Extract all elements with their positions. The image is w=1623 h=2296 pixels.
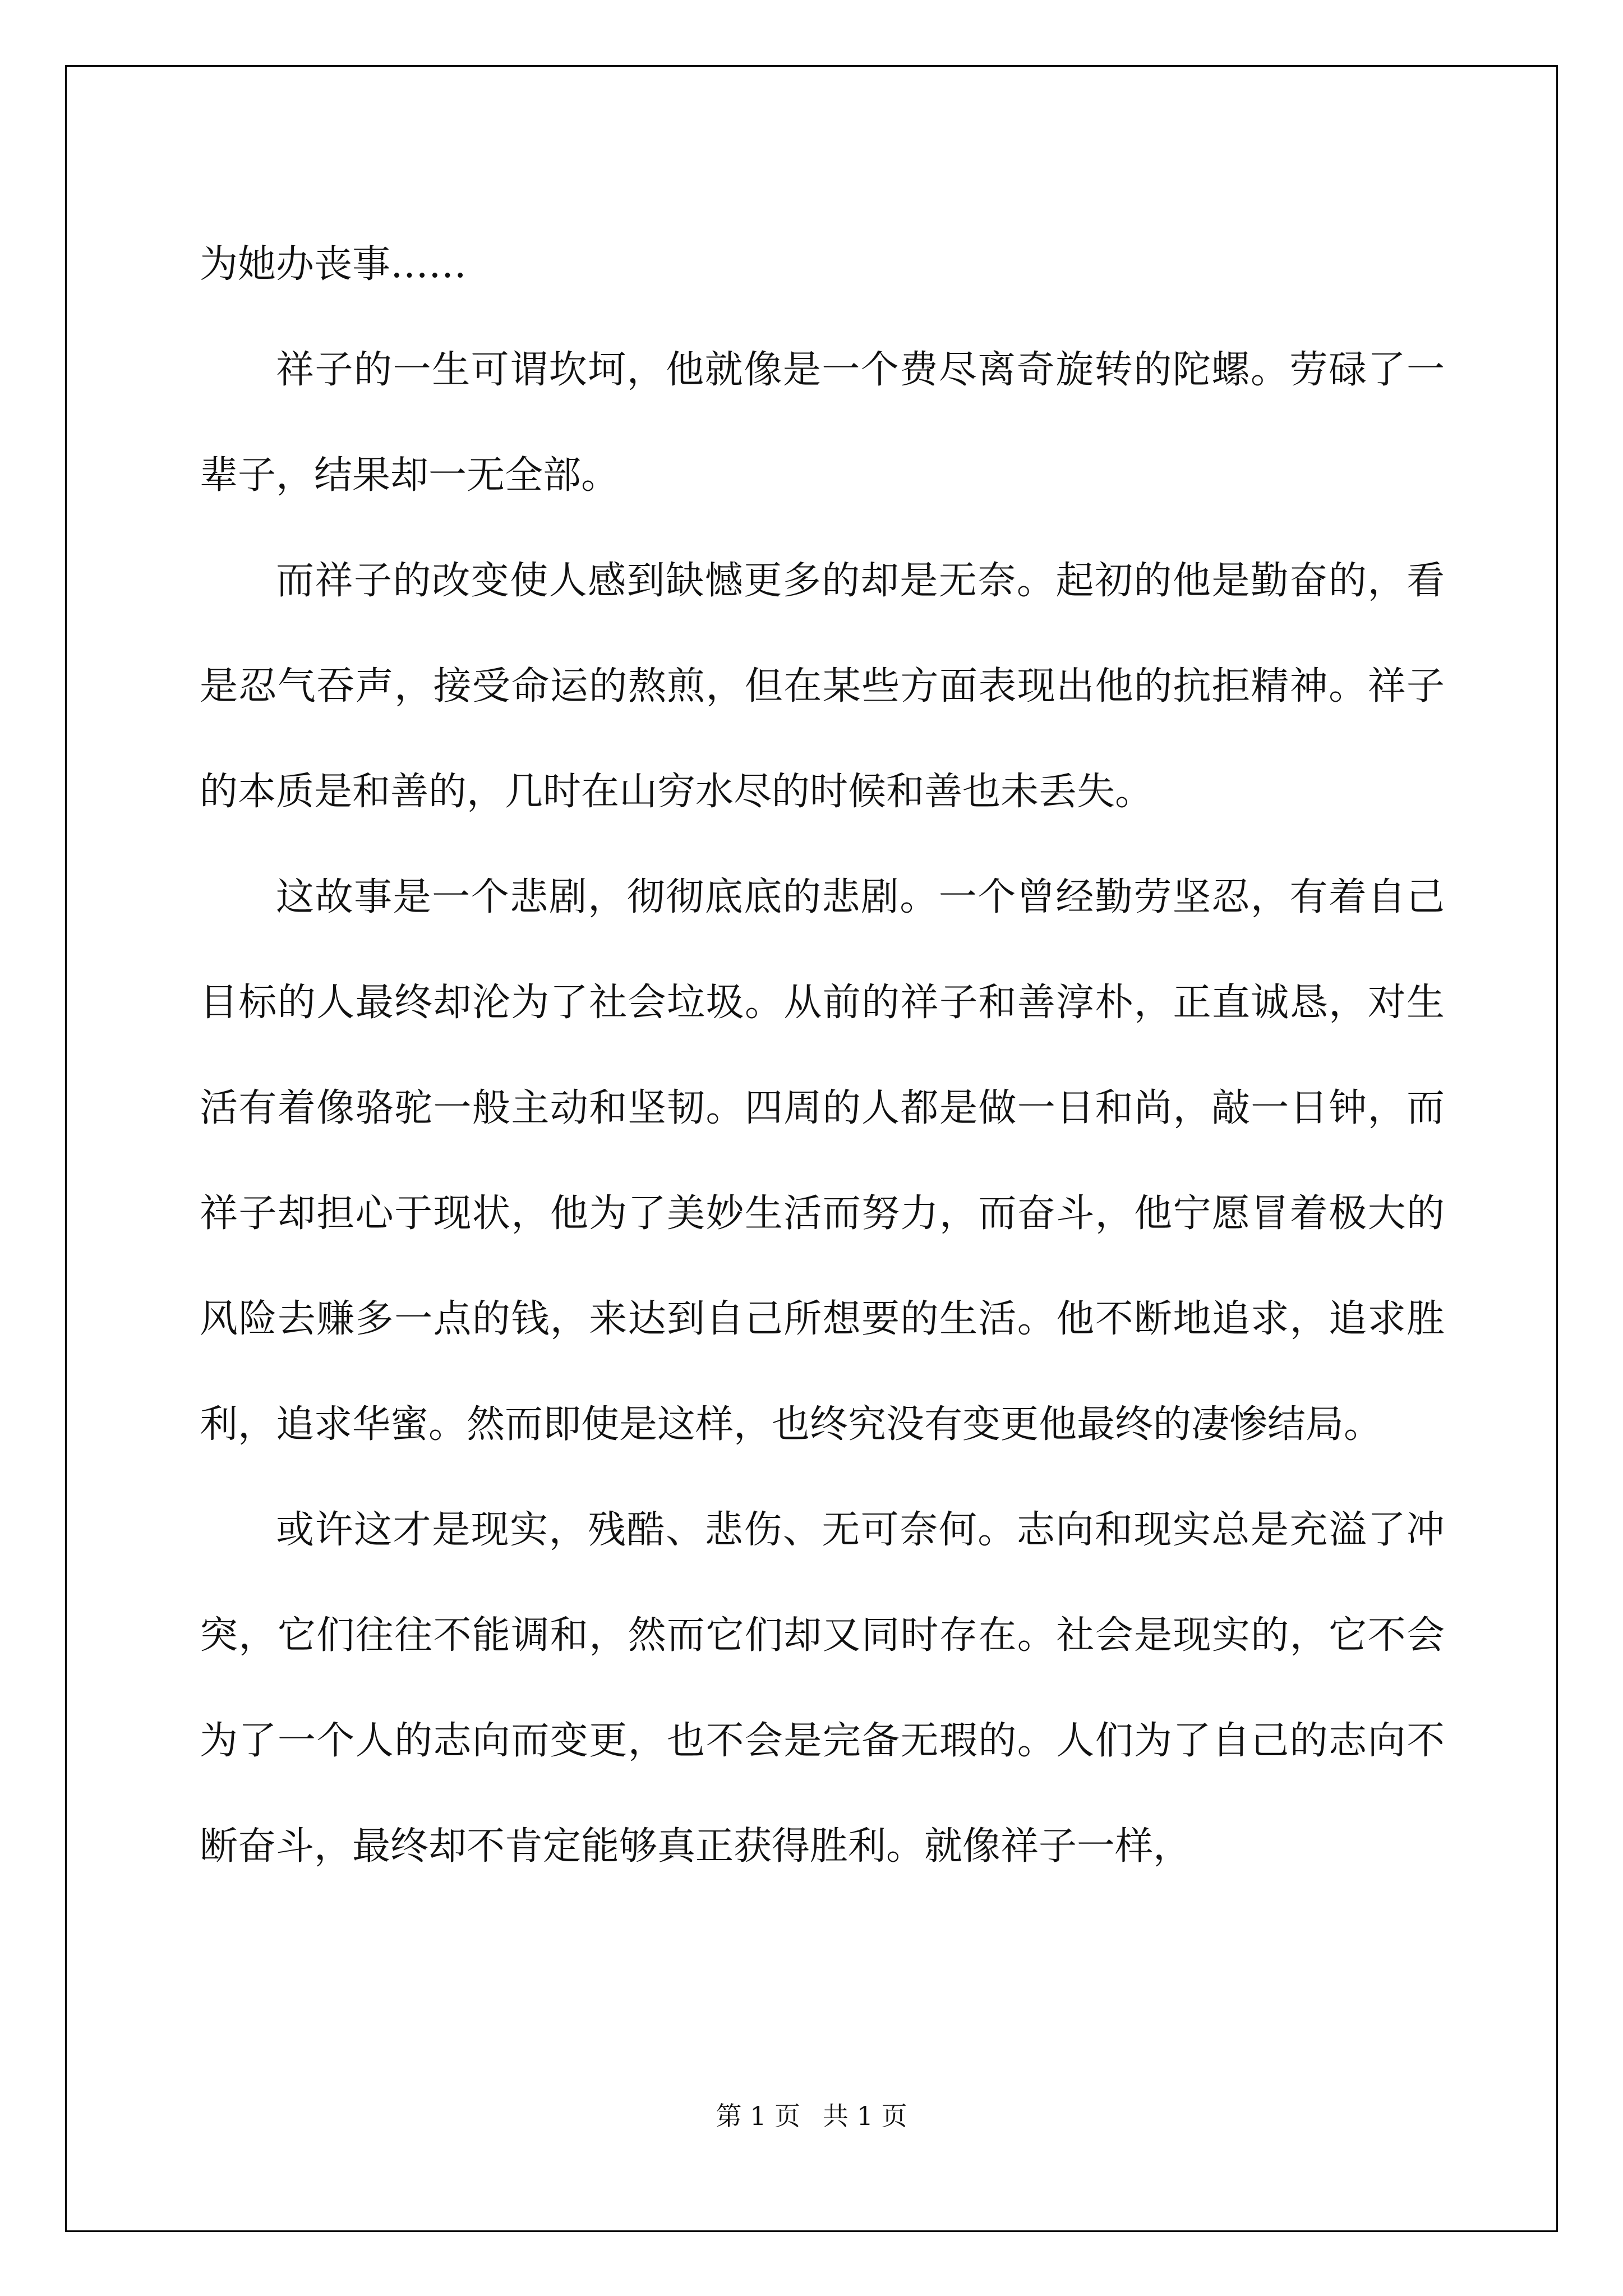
- paragraph-continuation: 为她办丧事……: [200, 242, 467, 287]
- paragraph: 这故事是一个悲剧，彻彻底底的悲剧。一个曾经勤劳坚忍，有着自己目标的人最终却沦为了社会垃圾。从前的祥子和善淳朴，正直诚恳，对生活有着像骆驼一般主动和坚韧。四周的人都是做一日和尚，敲一日钟，而祥子却担心于现状，他为了美妙生活而努力，而奋斗，他宁愿冒着极大的风险去赚多一点的钱，来达到自己所想要的生活。他不断地追求，追求胜利，追求华蜜。然而即使是这样，也终究没有变更他最终的凄惨结局。: [200, 875, 1445, 1447]
- document-body: [200, 212, 1445, 1899]
- paragraph: 而祥子的改变使人感到缺憾更多的却是无奈。起初的他是勤奋的，看是忍气吞声，接受命运的熬煎，但在某些方面表现出他的抗拒精神。祥子的本质是和善的，几时在山穷水尽的时候和善也未丢失。: [200, 559, 1445, 814]
- paragraph: 祥子的一生可谓坎坷，他就像是一个费尽离奇旋转的陀螺。劳碌了一辈子，结果却一无全部。: [200, 348, 1445, 498]
- page-number: 第 1 页: [716, 2101, 800, 2131]
- paragraph: 或许这才是现实，残酷、悲伤、无可奈何。志向和现实总是充溢了冲突，它们往往不能调和，然而它们却又同时存在。社会是现实的，它不会为了一个人的志向而变更，也不会是完备无瑕的。人们为了自己的志向不断奋斗，最终却不肯定能够真正获得胜利。就像祥子一样，: [200, 1508, 1445, 1869]
- page-footer: [0, 2096, 1623, 2133]
- page-total: 共 1 页: [823, 2101, 907, 2131]
